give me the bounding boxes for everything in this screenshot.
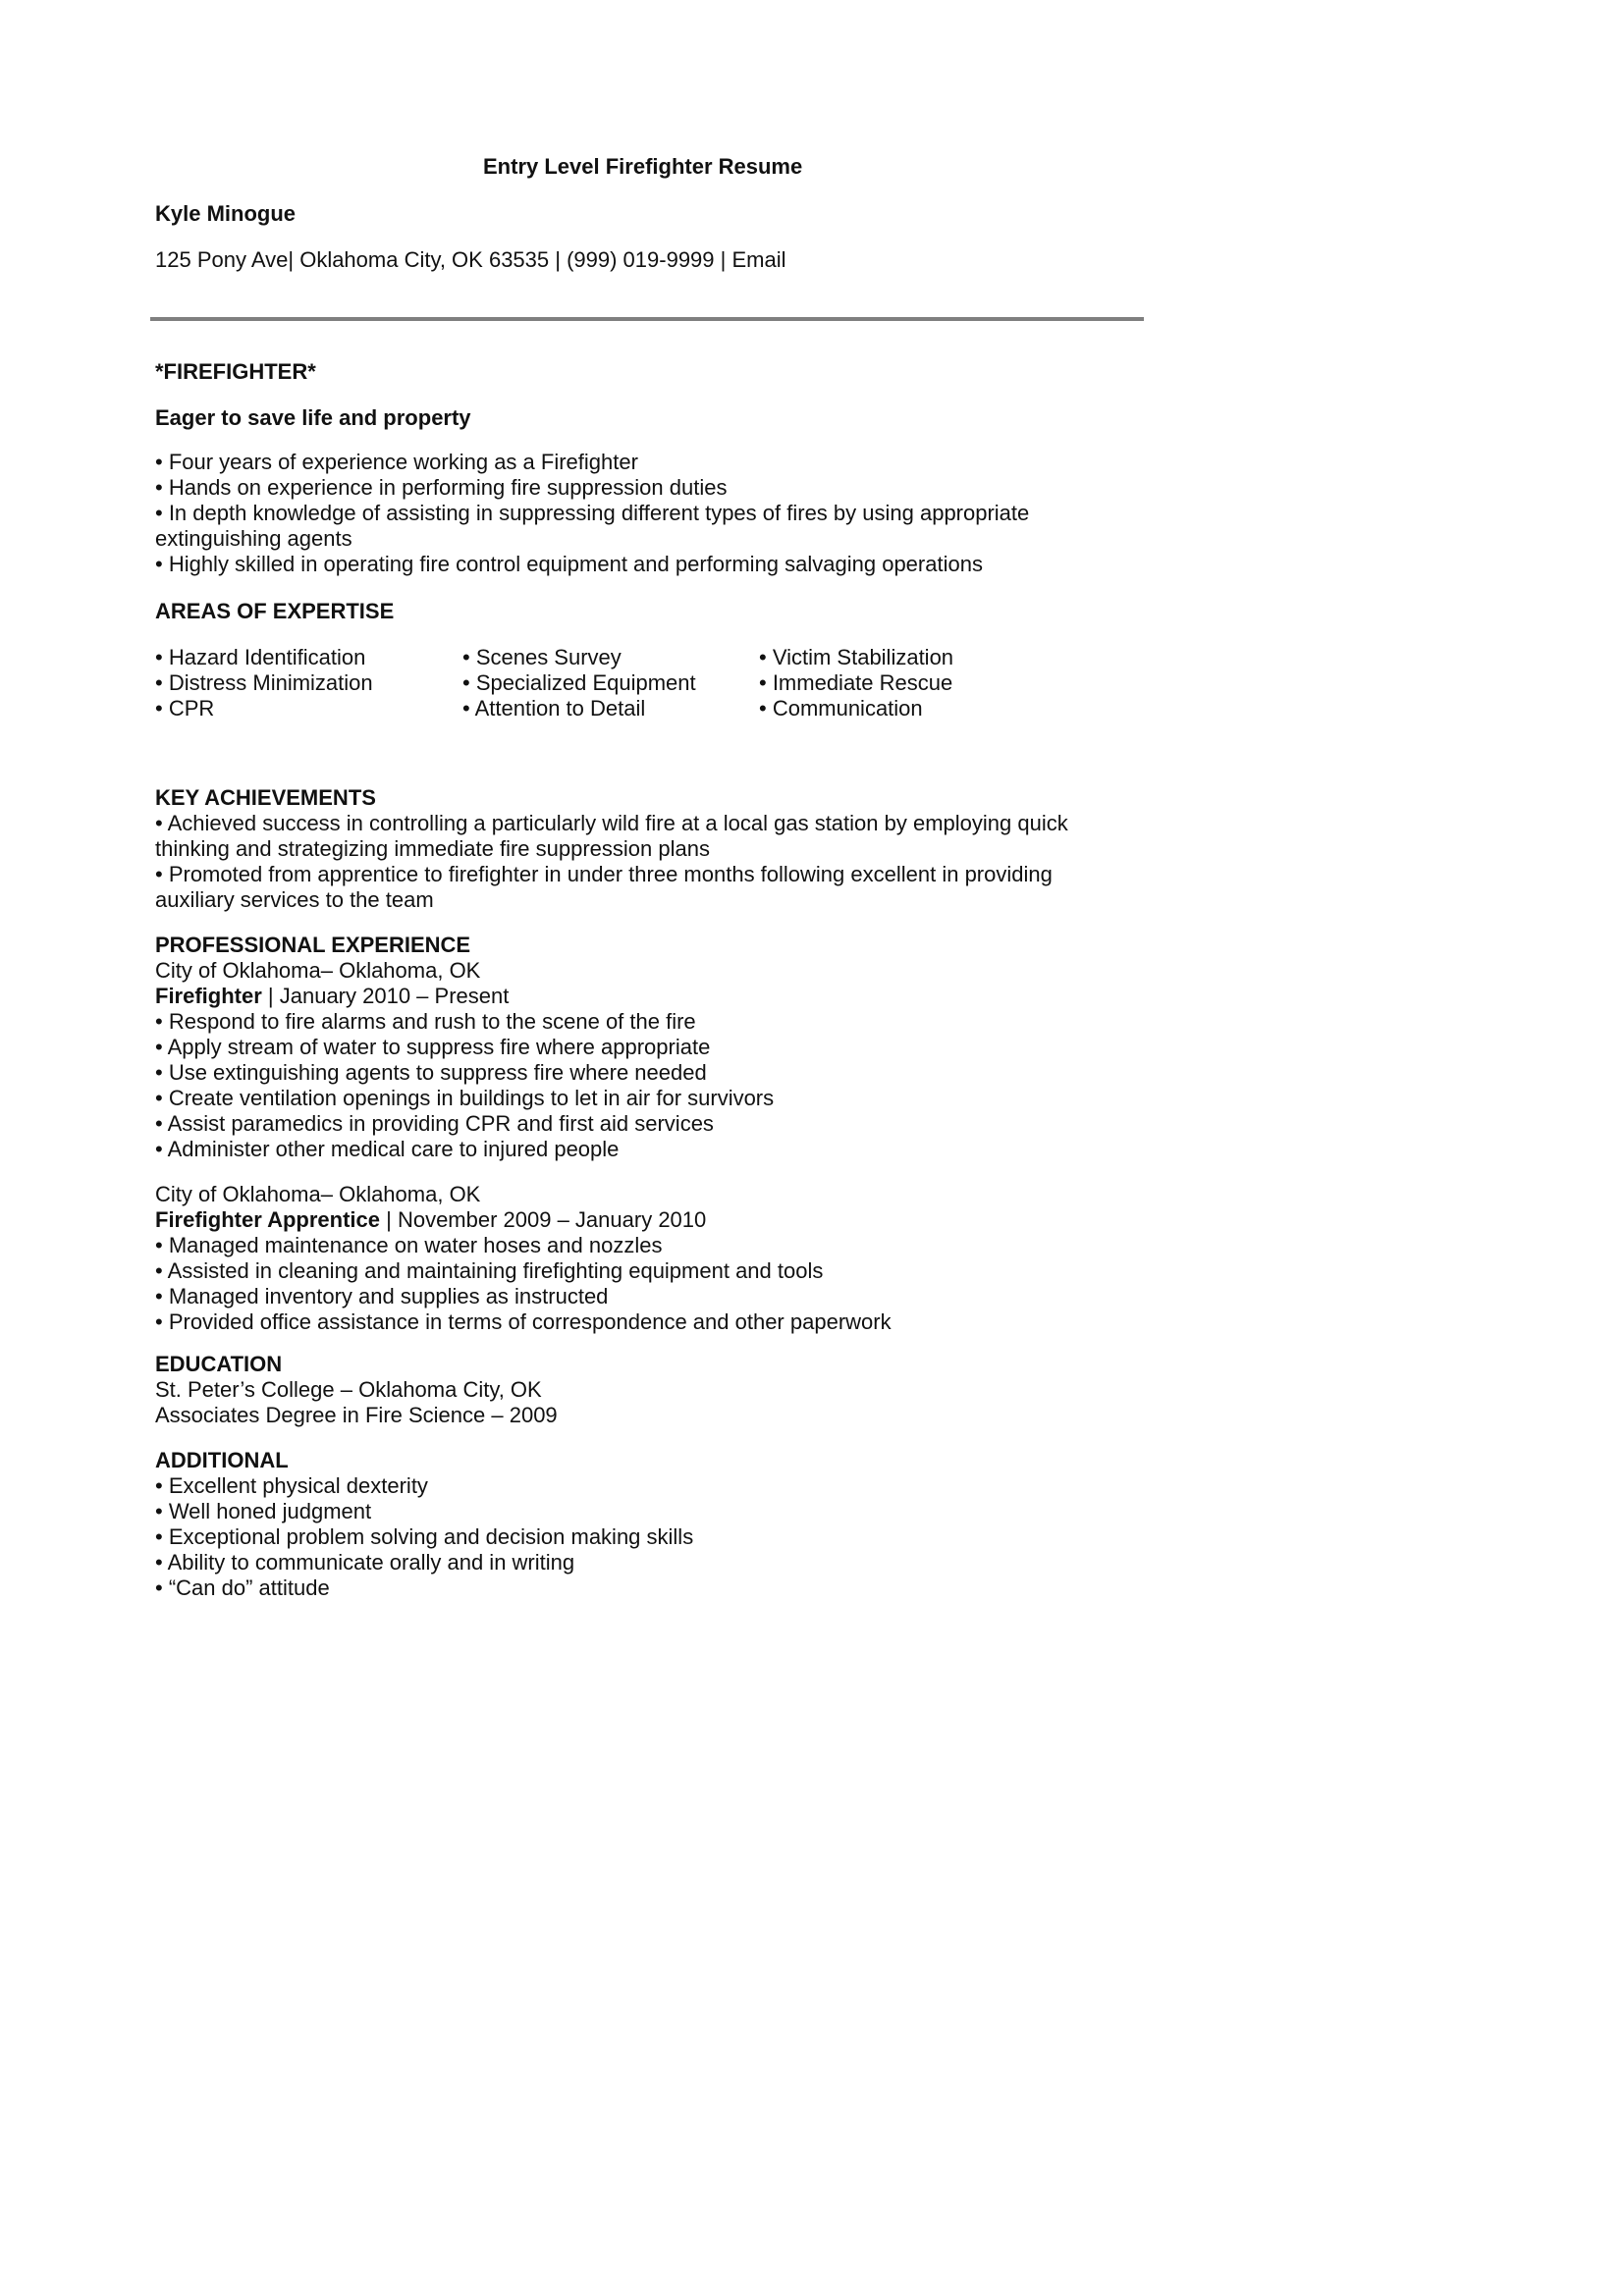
expertise-item: • Scenes Survey	[462, 645, 622, 669]
summary-section	[155, 359, 1147, 577]
expertise-item: • Hazard Identification	[155, 645, 366, 669]
experience-section	[155, 933, 1147, 1335]
list-item: • Hands on experience in performing fire suppression duties	[155, 475, 728, 500]
list-item: • Exceptional problem solving and decision making skills	[155, 1524, 694, 1549]
list-item: • Achieved success in controlling a particularly wild fire at a local gas station by employing quick	[155, 811, 1068, 835]
expertise-item: • Communication	[759, 696, 923, 721]
employer: City of Oklahoma– Oklahoma, OK	[155, 1182, 481, 1206]
additional-section	[155, 1448, 1147, 1601]
document-title: Entry Level Firefighter Resume	[483, 154, 803, 179]
expertise-item: • Attention to Detail	[462, 696, 646, 721]
list-item: • Four years of experience working as a Firefighter	[155, 450, 638, 474]
section-heading: AREAS OF EXPERTISE	[155, 599, 395, 623]
expertise-item: • Specialized Equipment	[462, 670, 696, 695]
list-item: extinguishing agents	[155, 526, 352, 551]
list-item: • Use extinguishing agents to suppress fire where needed	[155, 1060, 707, 1085]
achievements-section	[155, 785, 1147, 913]
job-entry	[155, 1182, 1147, 1335]
role-title: Firefighter	[155, 984, 262, 1008]
role-dates: | November 2009 – January 2010	[380, 1207, 707, 1232]
header-divider	[150, 317, 1144, 321]
education-section	[155, 1352, 1147, 1428]
role-line	[155, 1207, 1147, 1233]
contact-line: 125 Pony Ave| Oklahoma City, OK 63535 | (999) 019-9999 | Email	[155, 247, 786, 272]
role-line	[155, 984, 1147, 1009]
expertise-heading-wrap	[155, 599, 1147, 624]
list-item: • Managed maintenance on water hoses and nozzles	[155, 1233, 663, 1257]
list-item: • Assist paramedics in providing CPR and first aid services	[155, 1111, 714, 1136]
list-item: thinking and strategizing immediate fire suppression plans	[155, 836, 710, 861]
expertise-item: • Immediate Rescue	[759, 670, 953, 695]
candidate-name: Kyle Minogue	[155, 201, 297, 226]
list-item: • Managed inventory and supplies as instructed	[155, 1284, 609, 1308]
degree-line: Associates Degree in Fire Science – 2009	[155, 1403, 558, 1427]
list-item: • Create ventilation openings in buildings to let in air for survivors	[155, 1086, 775, 1110]
section-heading: EDUCATION	[155, 1352, 283, 1376]
list-item: auxiliary services to the team	[155, 887, 434, 912]
list-item: • Excellent physical dexterity	[155, 1473, 428, 1498]
section-heading: ADDITIONAL	[155, 1448, 289, 1472]
list-item: • Apply stream of water to suppress fire where appropriate	[155, 1035, 711, 1059]
list-item: • Highly skilled in operating fire control equipment and performing salvaging operations	[155, 552, 983, 576]
employer: City of Oklahoma– Oklahoma, OK	[155, 958, 481, 983]
school-line: St. Peter’s College – Oklahoma City, OK	[155, 1377, 542, 1402]
expertise-item: • CPR	[155, 696, 215, 721]
list-item: • “Can do” attitude	[155, 1575, 330, 1600]
list-item: • Promoted from apprentice to firefighter in under three months following excellent in providing	[155, 862, 1053, 886]
tagline: Eager to save life and property	[155, 405, 471, 430]
role-title: Firefighter Apprentice	[155, 1207, 380, 1232]
summary-list	[155, 450, 1147, 577]
list-item: • Ability to communicate orally and in writing	[155, 1550, 575, 1575]
expertise-item: • Victim Stabilization	[759, 645, 954, 669]
list-item: • Respond to fire alarms and rush to the scene of the fire	[155, 1009, 696, 1034]
list-item: • Provided office assistance in terms of correspondence and other paperwork	[155, 1309, 892, 1334]
list-item: • Assisted in cleaning and maintaining firefighting equipment and tools	[155, 1258, 824, 1283]
expertise-item: • Distress Minimization	[155, 670, 373, 695]
expertise-grid	[155, 645, 995, 721]
section-heading: PROFESSIONAL EXPERIENCE	[155, 933, 471, 957]
list-item: • Administer other medical care to injured people	[155, 1137, 620, 1161]
role-dates: | January 2010 – Present	[261, 984, 510, 1008]
list-item: • In depth knowledge of assisting in suppressing different types of fires by using appropriate	[155, 501, 1030, 525]
section-heading: *FIREFIGHTER*	[155, 359, 316, 384]
section-heading: KEY ACHIEVEMENTS	[155, 785, 376, 810]
list-item: • Well honed judgment	[155, 1499, 372, 1523]
